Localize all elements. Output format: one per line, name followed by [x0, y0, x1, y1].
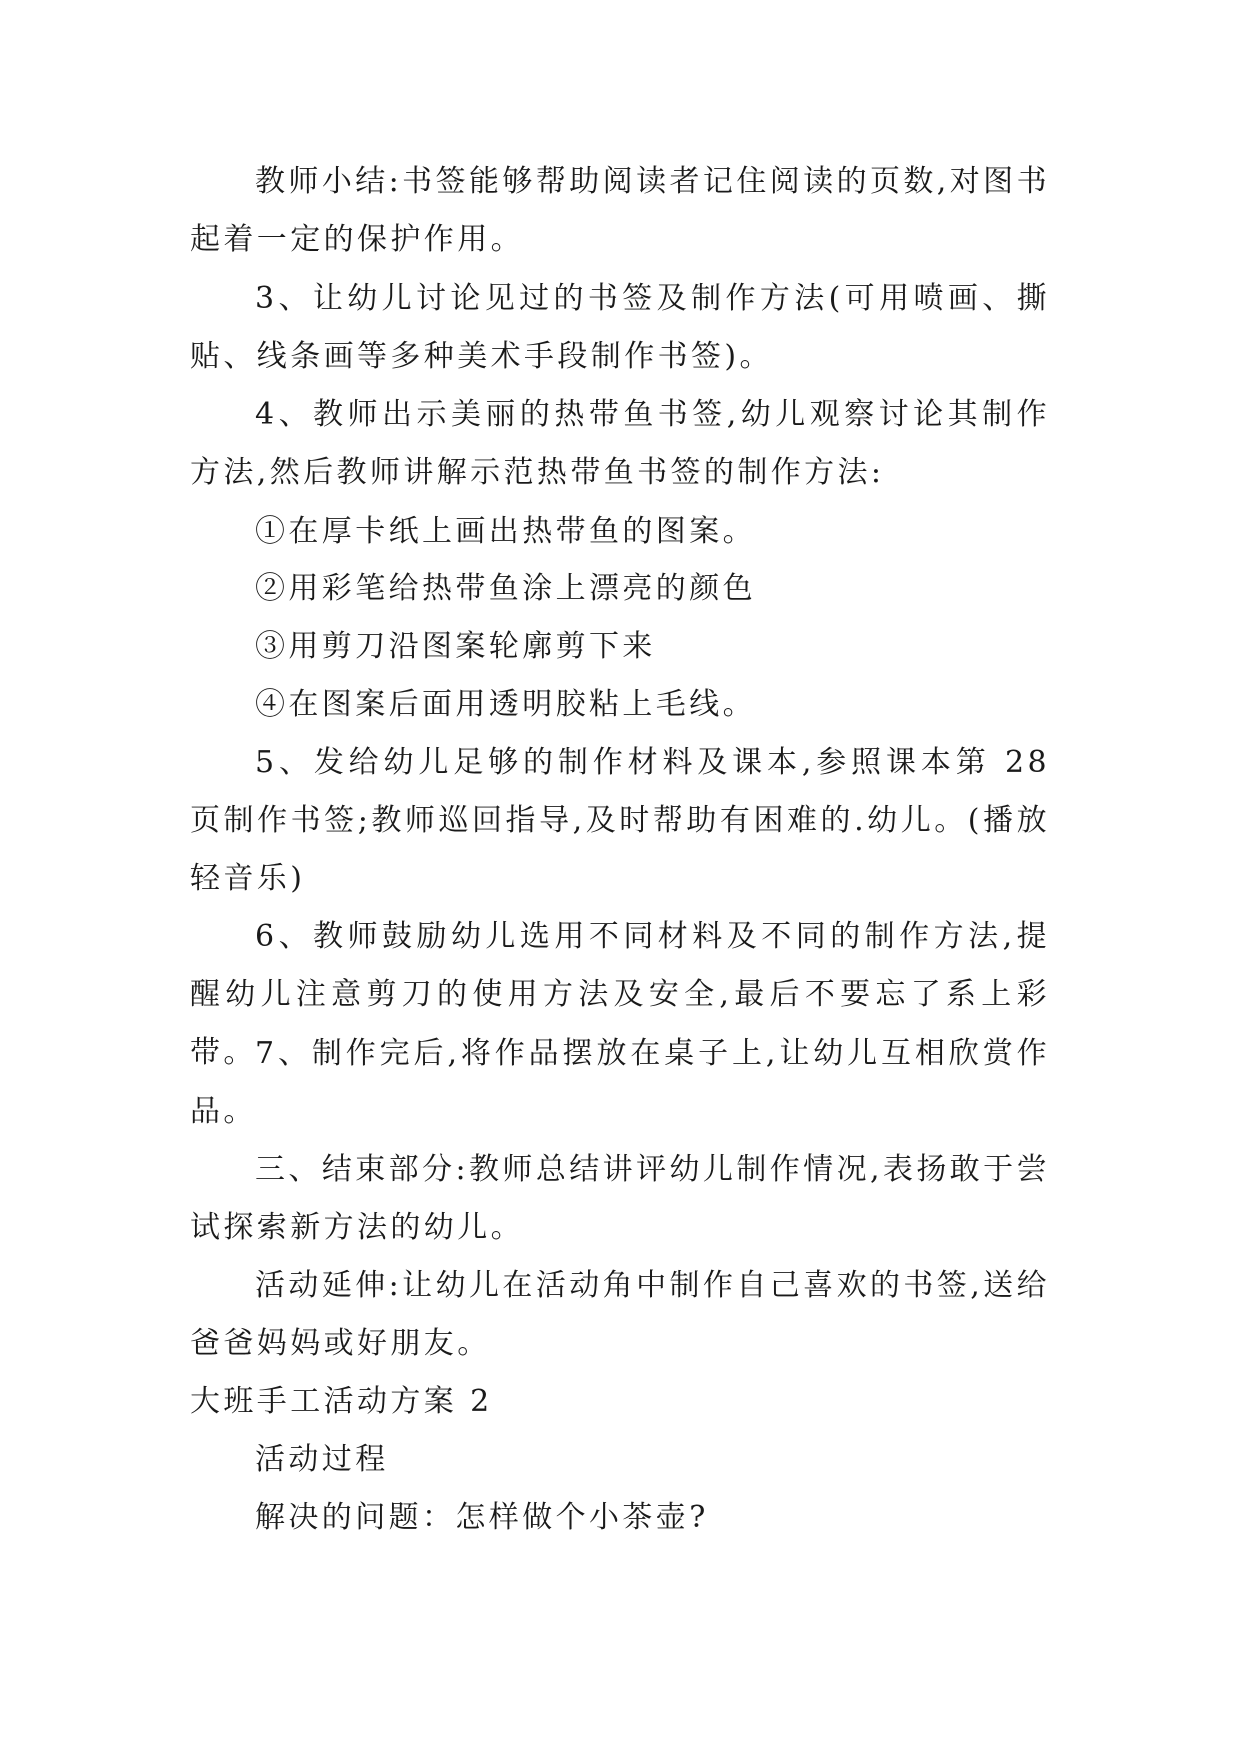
substep-3: ③用剪刀沿图案轮廓剪下来 [255, 629, 656, 664]
paragraph-step-6: 6、教师鼓励幼儿选用不同材料及不同的制作方法,提醒幼儿注意剪刀的使用方法及安全,最后不要忘了系上彩带。 [190, 919, 1050, 1070]
paragraph-teacher-summary: 教师小结:书签能够帮助阅读者记住阅读的页数,对图书起着一定的保护作用。 [190, 164, 1050, 257]
paragraph-step-4: 4、教师出示美丽的热带鱼书签,幼儿观察讨论其制作方法,然后教师讲解示范热带鱼书签的制作方法: [190, 397, 1050, 490]
paragraph-closing: 三、结束部分:教师总结讲评幼儿制作情况,表扬敢于尝试探索新方法的幼儿。 [190, 1152, 1050, 1245]
paragraph-step-7: 7、制作完后,将作品摆放在桌子上,让幼儿互相欣赏作品。 [190, 1036, 1050, 1129]
substep-4: ④在图案后面用透明胶粘上毛线。 [255, 687, 756, 722]
paragraph-step-3: 3、让幼儿讨论见过的书签及制作方法(可用喷画、撕贴、线条画等多种美术手段制作书签)。 [190, 281, 1050, 374]
substep-1: ①在厚卡纸上画出热带鱼的图案。 [255, 514, 756, 549]
question-line: 解决的问题：怎样做个小茶壶? [255, 1500, 709, 1535]
paragraph-step-5: 5、发给幼儿足够的制作材料及课本,参照课本第 28 页制作书签;教师巡回指导,及时帮助有困难的.幼儿。(播放轻音乐) [190, 745, 1050, 896]
paragraph-extension: 活动延伸:让幼儿在活动角中制作自己喜欢的书签,送给爸爸妈妈或好朋友。 [190, 1268, 1050, 1361]
section-title: 大班手工活动方案 2 [190, 1384, 493, 1419]
activity-process-heading: 活动过程 [255, 1442, 389, 1477]
substep-2: ②用彩笔给热带鱼涂上漂亮的颜色 [255, 571, 756, 606]
